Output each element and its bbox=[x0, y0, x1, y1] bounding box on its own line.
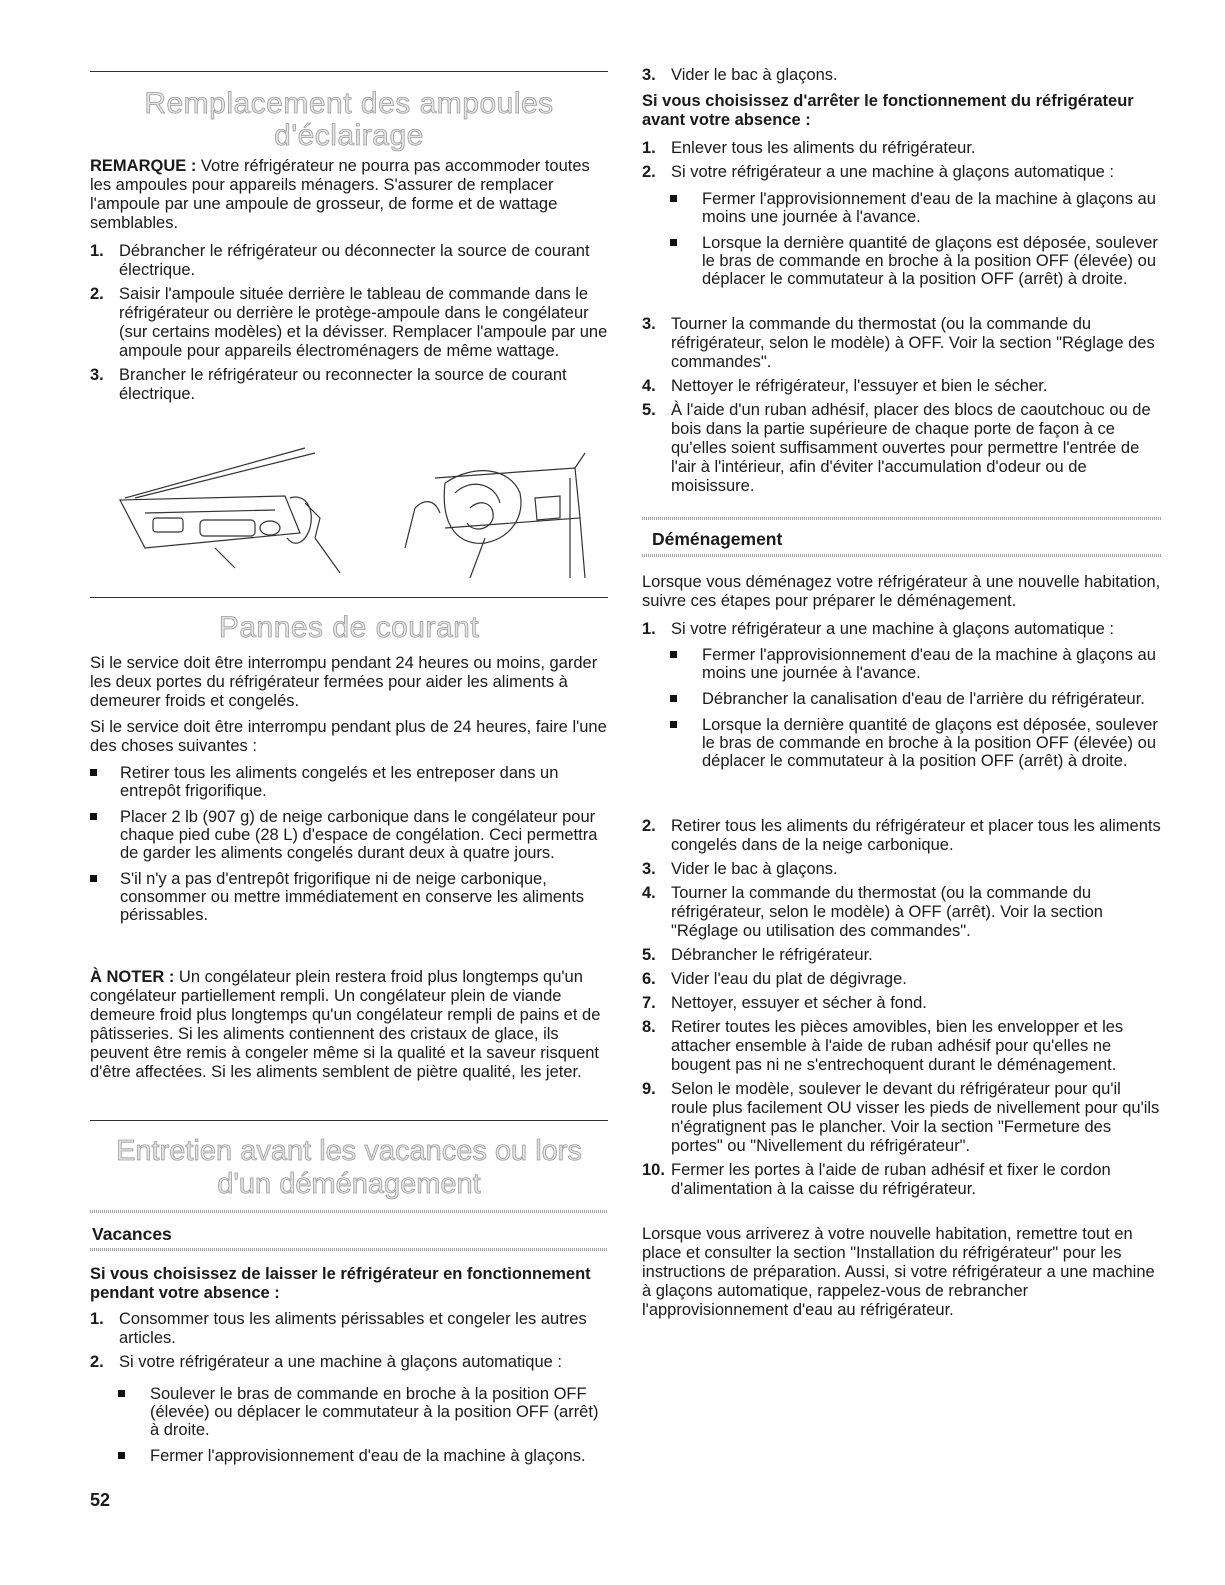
bullet-text: Débrancher la canalisation d'eau de l'arrière du réfrigérateur. bbox=[702, 690, 1145, 708]
bullet-text: Lorsque la dernière quantité de glaçons est déposée, soulever le bras de commande en broche à la position OFF (élevée) ou déplacer le commutateur à la position OFF (arrêt) à droite. bbox=[702, 716, 1158, 770]
step-number: 1. bbox=[642, 139, 656, 157]
note-text: Un congélateur plein restera froid plus longtemps qu'un congélateur partiellement rempli. Un congélateur plein de viande demeure froid plus longtemps qu'un congélateur rempli de pains et de pâtisseries. Si les aliments contiennent des cristaux de glace, ils peuvent être remis à congeler même si la qualité et la saveur risquent d'être affectées. Si les aliments semblent de piètre qualité, les jeter. bbox=[90, 968, 601, 1081]
list-item bbox=[642, 970, 1162, 989]
step-text: Consommer tous les aliments périssables et congeler les autres articles. bbox=[119, 1310, 587, 1347]
bullet-text: Fermer l'approvisionnement d'eau de la machine à glaçons au moins une journée à l'avance. bbox=[702, 646, 1156, 682]
bullet-text: S'il n'y a pas d'entrepôt frigorifique ni de neige carbonique, consommer ou mettre immédiatement en conserve les aliments périssables. bbox=[120, 870, 585, 924]
step-text: Débrancher le réfrigérateur ou déconnecter la source de courant électrique. bbox=[119, 242, 590, 279]
step-number: 8. bbox=[642, 1018, 656, 1036]
step-number: 2. bbox=[642, 163, 656, 181]
step-text: Si votre réfrigérateur a une machine à glaçons automatique : bbox=[671, 620, 1115, 638]
step-text: Débrancher le réfrigérateur. bbox=[671, 946, 873, 964]
list-item bbox=[90, 1310, 608, 1348]
bullet-icon bbox=[90, 813, 97, 820]
dotted-divider bbox=[90, 1248, 608, 1251]
step-number: 5. bbox=[642, 946, 656, 964]
bullet-icon bbox=[90, 769, 97, 776]
bullet-text: Fermer l'approvisionnement d'eau de la machine à glaçons au moins une journée à l'avance. bbox=[702, 190, 1156, 226]
step-number: 5. bbox=[642, 401, 656, 419]
step-text: Si votre réfrigérateur a une machine à glaçons automatique : bbox=[119, 1353, 563, 1371]
bullet-text: Retirer tous les aliments congelés et les entreposer dans un entrepôt frigorifique. bbox=[120, 764, 559, 800]
list-item bbox=[90, 870, 608, 924]
list-item bbox=[642, 139, 1162, 158]
bullet-icon bbox=[670, 651, 677, 658]
vacation-bullets bbox=[90, 1385, 608, 1473]
list-item bbox=[90, 366, 608, 404]
step-text: Vider l'eau du plat de dégivrage. bbox=[671, 970, 907, 988]
list-item bbox=[642, 946, 1162, 965]
list-item bbox=[642, 1080, 1162, 1156]
list-item bbox=[642, 646, 1162, 682]
vacation-step3 bbox=[642, 66, 1162, 90]
step-text: Enlever tous les aliments du réfrigérateur. bbox=[671, 139, 976, 157]
list-item bbox=[642, 994, 1162, 1013]
list-item bbox=[642, 315, 1162, 372]
bullet-icon bbox=[670, 721, 677, 728]
step-number: 3. bbox=[90, 366, 104, 384]
shutdown-bullets bbox=[642, 190, 1162, 296]
section-title-power-outage bbox=[90, 612, 608, 644]
step-text: Selon le modèle, soulever le devant du réfrigérateur pour qu'il roule plus facilement OU visser les pieds de nivellement pour qu'ils n'égratignent pas le plancher. Voir la section "Fermeture des portes" ou "Nivellement du réfrigérateur". bbox=[671, 1080, 1160, 1155]
bullet-text: Fermer l'approvisionnement d'eau de la machine à glaçons. bbox=[150, 1447, 586, 1465]
list-item bbox=[642, 817, 1162, 855]
list-item bbox=[642, 234, 1162, 288]
step-number: 4. bbox=[642, 884, 656, 902]
list-item bbox=[90, 1447, 608, 1465]
step-text: Saisir l'ampoule située derrière le tableau de commande dans le réfrigérateur ou derrière le protège-ampoule dans le congélateur (sur certains modèles) et la dévisser. Remplacer l'ampoule par une ampoule pour appareils électroménagers de même wattage. bbox=[119, 285, 608, 360]
vacation-steps bbox=[90, 1310, 608, 1377]
list-item bbox=[642, 690, 1162, 708]
step-number: 3. bbox=[642, 315, 656, 333]
bold-question: Si vous choisissez de laisser le réfrigérateur en fonctionnement pendant votre absence : bbox=[90, 1265, 591, 1302]
step-number: 3. bbox=[642, 860, 656, 878]
section-title-vacation bbox=[90, 1135, 608, 1201]
shutdown-steps-cont bbox=[642, 315, 1162, 501]
list-item bbox=[90, 1385, 608, 1439]
step-number: 6. bbox=[642, 970, 656, 988]
step-text: Nettoyer le réfrigérateur, l'essuyer et bien le sécher. bbox=[671, 377, 1048, 395]
bullet-text: Lorsque la dernière quantité de glaçons est déposée, soulever le bras de commande en broche à la position OFF (élevée) ou déplacer le commutateur à la position OFF (arrêt) à droite. bbox=[702, 234, 1158, 288]
paragraph: Lorsque vous déménagez votre réfrigérateur à une nouvelle habitation, suivre ces étapes pour préparer le déménagement. bbox=[642, 573, 1161, 610]
shutdown-steps bbox=[642, 139, 1162, 187]
step-text: Tourner la commande du thermostat (ou la commande du réfrigérateur, selon le modèle) à OFF (arrêt). Voir la section "Réglage ou utilisation des commandes". bbox=[671, 884, 1103, 940]
list-item bbox=[642, 860, 1162, 879]
paragraph: Lorsque vous arriverez à votre nouvelle habitation, remettre tout en place et consulter la section "Installation du réfrigérateur" pour les instructions de préparation. Aussi, si votre réfrigérateur a une machine à glaçons automatique, rappelez-vous de rebrancher l'approvisionnement d'eau au réfrigérateur. bbox=[642, 1225, 1155, 1319]
note-label: À NOTER : bbox=[90, 968, 175, 986]
bullet-icon bbox=[118, 1390, 125, 1397]
bulb-steps bbox=[90, 242, 608, 409]
step-text: Nettoyer, essuyer et sécher à fond. bbox=[671, 994, 927, 1012]
note-label: REMARQUE : bbox=[90, 157, 197, 175]
step-number: 1. bbox=[90, 242, 104, 260]
title-line: d'éclairage bbox=[274, 119, 424, 152]
section-title-bulbs bbox=[90, 88, 608, 152]
title-line: d'un déménagement bbox=[217, 1168, 481, 1200]
remarque-note bbox=[90, 157, 608, 233]
title-line: Pannes de courant bbox=[218, 611, 480, 644]
list-item bbox=[642, 163, 1162, 182]
page-number: 52 bbox=[90, 1490, 111, 1510]
list-item bbox=[90, 242, 608, 280]
list-item bbox=[642, 884, 1162, 941]
list-item bbox=[642, 620, 1162, 639]
moving-bullets bbox=[642, 646, 1162, 778]
step-number: 2. bbox=[90, 285, 104, 303]
list-item bbox=[90, 808, 608, 862]
step-text: Si votre réfrigérateur a une machine à glaçons automatique : bbox=[671, 163, 1115, 181]
list-item bbox=[642, 1018, 1162, 1075]
list-item bbox=[642, 1161, 1162, 1199]
step-number: 9. bbox=[642, 1080, 656, 1098]
section-rule bbox=[90, 1120, 608, 1121]
bullet-icon bbox=[670, 695, 677, 702]
list-item bbox=[90, 764, 608, 800]
list-item bbox=[90, 285, 608, 361]
step-text: Fermer les portes à l'aide de ruban adhésif et fixer le cordon d'alimentation à la caisse du réfrigérateur. bbox=[671, 1161, 1111, 1198]
bullet-icon bbox=[118, 1452, 125, 1459]
step-text: Tourner la commande du thermostat (ou la commande du réfrigérateur, selon le modèle) à OFF. Voir la section "Réglage des commandes". bbox=[671, 315, 1155, 371]
step-text: Brancher le réfrigérateur ou reconnecter la source de courant électrique. bbox=[119, 366, 567, 403]
step-number: 3. bbox=[642, 66, 656, 84]
paragraph: Si le service doit être interrompu pendant 24 heures ou moins, garder les deux portes du réfrigérateur fermées pour aider les aliments à demeurer froids et congelés. bbox=[90, 654, 598, 710]
step-text: Retirer tous les aliments du réfrigérateur et placer tous les aliments congelés dans de la neige carbonique. bbox=[671, 817, 1161, 854]
step-text: Vider le bac à glaçons. bbox=[671, 860, 838, 878]
step-text: Vider le bac à glaçons. bbox=[671, 66, 838, 84]
list-item bbox=[642, 716, 1162, 770]
a-noter-note bbox=[90, 968, 608, 1082]
step-number: 10. bbox=[642, 1161, 665, 1179]
step-number: 2. bbox=[90, 1353, 104, 1371]
list-item bbox=[642, 377, 1162, 396]
list-item bbox=[642, 401, 1162, 496]
dotted-divider bbox=[642, 517, 1162, 520]
step-text: Retirer toutes les pièces amovibles, bien les envelopper et les attacher ensemble à l'aide de ruban adhésif pour qu'elles ne bougent pas ni ne s'entrechoquent durant le déménagement. bbox=[671, 1018, 1124, 1074]
step-number: 1. bbox=[90, 1310, 104, 1328]
bullet-icon bbox=[670, 239, 677, 246]
dotted-divider bbox=[642, 554, 1162, 557]
subheading-demenagement: Déménagement bbox=[652, 529, 783, 549]
step-number: 2. bbox=[642, 817, 656, 835]
moving-step1 bbox=[642, 620, 1162, 644]
outage-bullets bbox=[90, 764, 608, 932]
step-number: 7. bbox=[642, 994, 656, 1012]
bulb-replacement-illustration bbox=[115, 438, 595, 583]
step-number: 4. bbox=[642, 377, 656, 395]
note-text: Votre réfrigérateur ne pourra pas accommoder toutes les ampoules pour appareils ménagers. S'assurer de remplacer l'ampoule par une ampoule de grosseur, de forme et de wattage semblables. bbox=[90, 157, 590, 232]
subheading-vacances: Vacances bbox=[92, 1224, 172, 1244]
bold-question: Si vous choisissez d'arrêter le fonctionnement du réfrigérateur avant votre absence : bbox=[642, 92, 1134, 129]
list-item bbox=[642, 66, 1162, 85]
title-line: Entretien avant les vacances ou lors bbox=[116, 1135, 582, 1167]
list-item bbox=[642, 190, 1162, 226]
dotted-divider bbox=[90, 1210, 608, 1213]
title-line: Remplacement des ampoules bbox=[144, 87, 554, 120]
paragraph: Si le service doit être interrompu pendant plus de 24 heures, faire l'une des choses suivantes : bbox=[90, 718, 607, 755]
bullet-icon bbox=[670, 195, 677, 202]
step-text: À l'aide d'un ruban adhésif, placer des blocs de caoutchouc ou de bois dans la partie supérieure de chaque porte de façon à ce qu'elles soient suffisamment ouvertes pour permettre l'entrée de l'air à l'intérieur, afin d'éviter l'accumulation d'odeur ou de moisissure. bbox=[671, 401, 1151, 495]
bullet-text: Placer 2 lb (907 g) de neige carbonique dans le congélateur pour chaque pied cube (28 L) d'espace de congélation. Ceci permettra de garder les aliments congelés durant deux à quatre jours. bbox=[120, 808, 598, 862]
list-item bbox=[90, 1353, 608, 1372]
moving-steps bbox=[642, 817, 1162, 1204]
step-number: 1. bbox=[642, 620, 656, 638]
bullet-text: Soulever le bras de commande en broche à la position OFF (élevée) ou déplacer le commutateur à la position OFF (arrêt) à droite. bbox=[150, 1385, 599, 1439]
section-rule bbox=[90, 597, 608, 598]
section-rule bbox=[90, 71, 608, 72]
bullet-icon bbox=[90, 875, 97, 882]
